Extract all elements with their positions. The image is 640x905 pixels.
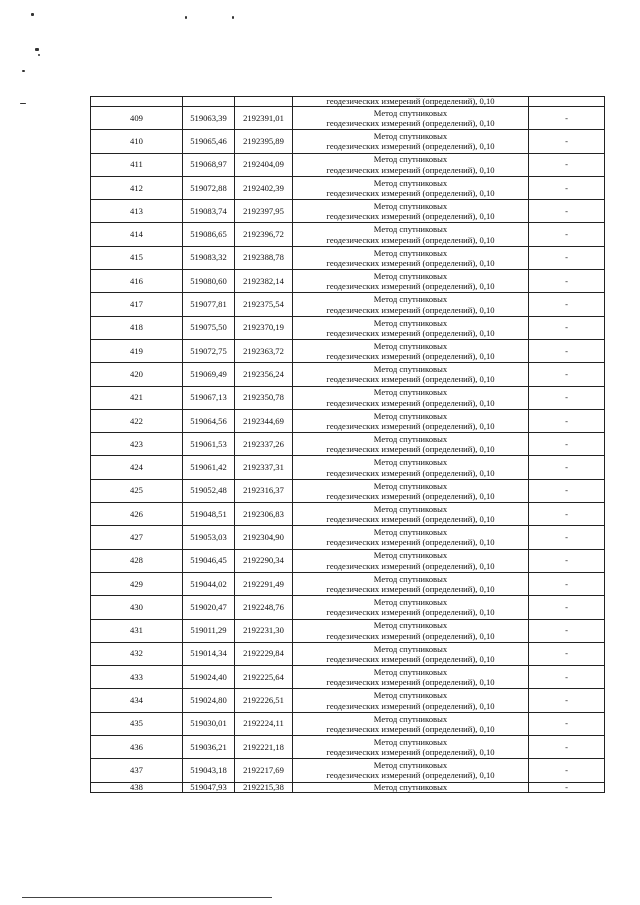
cell-y-coordinate: 2192337,31 [235, 456, 293, 479]
cell-point-number: 413 [91, 200, 183, 223]
cell-empty [91, 97, 183, 107]
table-row [91, 176, 605, 199]
cell-value: - [529, 712, 605, 735]
cell-x-coordinate: 519067,13 [183, 386, 235, 409]
cell-empty [235, 97, 293, 107]
method-line-2: геодезических измерений (определений), 0,10 [326, 677, 495, 688]
method-line-2: геодезических измерений (определений), 0,10 [326, 397, 495, 408]
footnote-separator-line [22, 897, 272, 898]
method-line-2: геодезических измерений (определений), 0,10 [326, 537, 495, 548]
method-line-2: геодезических измерений (определений), 0,10 [326, 234, 495, 245]
cell-x-coordinate: 519048,51 [183, 503, 235, 526]
table-row [91, 642, 605, 665]
method-line-2: геодезических измерений (определений), 0,10 [326, 607, 495, 618]
method-line-2: геодезических измерений (определений), 0,10 [326, 560, 495, 571]
method-line-2: геодезических измерений (определений), 0,10 [326, 747, 495, 758]
cell-point-number: 421 [91, 386, 183, 409]
table-row [91, 503, 605, 526]
method-line-2: геодезических измерений (определений), 0,10 [326, 141, 495, 152]
cell-y-coordinate: 2192404,09 [235, 153, 293, 176]
cell-y-coordinate: 2192225,64 [235, 666, 293, 689]
cell-value: - [529, 223, 605, 246]
method-line-1: Метод спутниковых [373, 573, 448, 584]
method-line-1: Метод спутниковых [373, 643, 448, 654]
method-line-1: Метод спутниковых [373, 760, 448, 771]
cell-point-number: 436 [91, 736, 183, 759]
cell-x-coordinate: 519061,42 [183, 456, 235, 479]
method-line-1: Метод спутниковых [373, 154, 448, 165]
cell-x-coordinate: 519024,80 [183, 689, 235, 712]
cell-point-number: 428 [91, 549, 183, 572]
cell-x-coordinate: 519030,01 [183, 712, 235, 735]
cell-x-coordinate: 519046,45 [183, 549, 235, 572]
method-line-1: Метод спутниковых [373, 224, 448, 235]
cell-x-coordinate: 519065,46 [183, 130, 235, 153]
cell-y-coordinate: 2192229,84 [235, 642, 293, 665]
cell-value: - [529, 782, 605, 792]
table-row [91, 246, 605, 269]
method-line-1: Метод спутниковых [373, 294, 448, 305]
scan-speck [31, 13, 34, 16]
table-row [91, 153, 605, 176]
cell-point-number: 433 [91, 666, 183, 689]
cell-method [293, 153, 529, 176]
table-row [91, 549, 605, 572]
cell-x-coordinate: 519080,60 [183, 270, 235, 293]
cell-method [293, 409, 529, 432]
cell-point-number: 427 [91, 526, 183, 549]
cell-y-coordinate: 2192221,18 [235, 736, 293, 759]
cell-x-coordinate: 519069,49 [183, 363, 235, 386]
table-row [91, 223, 605, 246]
cell-value: - [529, 339, 605, 362]
method-line-1: Метод спутниковых [373, 620, 448, 631]
scan-speck [20, 103, 26, 104]
cell-method [293, 759, 529, 782]
table-row [91, 456, 605, 479]
cell-empty [529, 97, 605, 107]
table-row [91, 596, 605, 619]
cell-method [293, 666, 529, 689]
cell-point-number: 432 [91, 642, 183, 665]
method-line-1: Метод спутниковых [373, 387, 448, 398]
cell-value: - [529, 736, 605, 759]
cell-x-coordinate: 519072,88 [183, 176, 235, 199]
scan-speck [22, 70, 25, 72]
cell-method [293, 130, 529, 153]
table-row [91, 130, 605, 153]
cell-method [293, 270, 529, 293]
cell-y-coordinate: 2192395,89 [235, 130, 293, 153]
cell-value: - [529, 386, 605, 409]
table-row [91, 689, 605, 712]
table-row [91, 339, 605, 362]
cell-value: - [529, 176, 605, 199]
cell-point-number: 416 [91, 270, 183, 293]
cell-point-number: 412 [91, 176, 183, 199]
cell-value: - [529, 293, 605, 316]
method-line-1: Метод спутниковых [373, 503, 448, 514]
cell-method [293, 339, 529, 362]
cell-value: - [529, 456, 605, 479]
method-line-1: Метод спутниковых [373, 527, 448, 538]
cell-method [293, 293, 529, 316]
cell-method: Метод спутниковых [293, 782, 529, 792]
cell-x-coordinate: 519063,39 [183, 107, 235, 130]
scan-speck [35, 48, 39, 51]
method-line-2: геодезических измерений (определений), 0,10 [326, 164, 495, 175]
cell-value: - [529, 572, 605, 595]
cell-value: - [529, 246, 605, 269]
method-line-2: геодезических измерений (определений), 0,10 [326, 211, 495, 222]
table-row [91, 293, 605, 316]
cell-method [293, 200, 529, 223]
method-line-1: Метод спутниковых [373, 317, 448, 328]
method-line-2: геодезических измерений (определений), 0,10 [326, 653, 495, 664]
method-line-1: Метод спутниковых [373, 247, 448, 258]
cell-y-coordinate: 2192391,01 [235, 107, 293, 130]
method-line-1: Метод спутниковых [373, 107, 448, 118]
cell-value: - [529, 479, 605, 502]
table-row-continuation [91, 97, 605, 107]
cell-point-number: 437 [91, 759, 183, 782]
cell-y-coordinate: 2192356,24 [235, 363, 293, 386]
table-body [91, 97, 605, 793]
method-line-2: геодезических измерений (определений), 0,10 [326, 327, 495, 338]
cell-method [293, 689, 529, 712]
cell-point-number: 415 [91, 246, 183, 269]
cell-value: - [529, 270, 605, 293]
cell-y-coordinate: 2192370,19 [235, 316, 293, 339]
cell-point-number: 409 [91, 107, 183, 130]
cell-point-number: 424 [91, 456, 183, 479]
table-row [91, 526, 605, 549]
cell-value: - [529, 107, 605, 130]
cell-y-coordinate: 2192388,78 [235, 246, 293, 269]
cell-x-coordinate: 519052,48 [183, 479, 235, 502]
cell-x-coordinate: 519068,97 [183, 153, 235, 176]
cell-value: - [529, 596, 605, 619]
table-row [91, 409, 605, 432]
table-row [91, 572, 605, 595]
cell-point-number: 410 [91, 130, 183, 153]
cell-value: - [529, 666, 605, 689]
method-line-1: Метод спутниковых [373, 131, 448, 142]
cell-point-number: 438 [91, 782, 183, 792]
method-line-1: Метод спутниковых [373, 201, 448, 212]
cell-y-coordinate: 2192226,51 [235, 689, 293, 712]
cell-point-number: 435 [91, 712, 183, 735]
cell-point-number: 431 [91, 619, 183, 642]
method-line-1: Метод спутниковых [373, 736, 448, 747]
cell-x-coordinate: 519083,32 [183, 246, 235, 269]
cell-value: - [529, 363, 605, 386]
cell-y-coordinate: 2192402,39 [235, 176, 293, 199]
cell-value: - [529, 153, 605, 176]
table-row [91, 736, 605, 759]
cell-method [293, 526, 529, 549]
cell-y-coordinate: 2192231,30 [235, 619, 293, 642]
cell-y-coordinate: 2192290,34 [235, 549, 293, 572]
cell-point-number: 425 [91, 479, 183, 502]
cell-x-coordinate: 519064,56 [183, 409, 235, 432]
cell-method [293, 246, 529, 269]
cell-method [293, 572, 529, 595]
cell-method [293, 712, 529, 735]
method-line-2: геодезических измерений (определений), 0,10 [326, 514, 495, 525]
cell-value: - [529, 759, 605, 782]
cell-y-coordinate: 2192215,38 [235, 782, 293, 792]
cell-method [293, 456, 529, 479]
method-line-2: геодезических измерений (определений), 0,10 [326, 490, 495, 501]
method-line-2: геодезических измерений (определений), 0,10 [326, 723, 495, 734]
method-line-2: геодезических измерений (определений), 0,10 [326, 584, 495, 595]
cell-method [293, 736, 529, 759]
cell-y-coordinate: 2192396,72 [235, 223, 293, 246]
table-row [91, 270, 605, 293]
method-line-1: Метод спутниковых [373, 270, 448, 281]
table-row [91, 666, 605, 689]
cell-point-number: 419 [91, 339, 183, 362]
cell-y-coordinate: 2192304,90 [235, 526, 293, 549]
cell-x-coordinate: 519020,47 [183, 596, 235, 619]
cell-x-coordinate: 519014,34 [183, 642, 235, 665]
method-line-2: геодезических измерений (определений), 0,10 [326, 421, 495, 431]
cell-point-number: 422 [91, 409, 183, 432]
cell-y-coordinate: 2192363,72 [235, 339, 293, 362]
method-line-1: Метод спутниковых [373, 597, 448, 608]
cell-y-coordinate: 2192316,37 [235, 479, 293, 502]
cell-value: - [529, 130, 605, 153]
table-row [91, 759, 605, 782]
cell-x-coordinate: 519047,93 [183, 782, 235, 792]
scan-speck [38, 54, 40, 56]
cell-point-number: 414 [91, 223, 183, 246]
cell-method [293, 363, 529, 386]
table-row [91, 363, 605, 386]
cell-value: - [529, 316, 605, 339]
cell-value: - [529, 200, 605, 223]
method-line-2: геодезических измерений (определений), 0,10 [326, 630, 495, 641]
cell-x-coordinate: 519077,81 [183, 293, 235, 316]
cell-y-coordinate: 2192344,69 [235, 409, 293, 432]
cell-y-coordinate: 2192375,54 [235, 293, 293, 316]
table-row [91, 107, 605, 130]
cell-y-coordinate: 2192217,69 [235, 759, 293, 782]
method-line-2: геодезических измерений (определений), 0,10 [326, 351, 495, 362]
cell-y-coordinate: 2192224,11 [235, 712, 293, 735]
table-row-last [91, 782, 605, 792]
coordinates-table [90, 96, 605, 793]
cell-point-number: 430 [91, 596, 183, 619]
cell-y-coordinate: 2192306,83 [235, 503, 293, 526]
cell-value: - [529, 526, 605, 549]
cell-point-number: 411 [91, 153, 183, 176]
cell-point-number: 417 [91, 293, 183, 316]
method-line-2: геодезических измерений (определений), 0,10 [326, 700, 495, 711]
table-row [91, 712, 605, 735]
table-row [91, 200, 605, 223]
method-line-2: геодезических измерений (определений), 0,10 [326, 118, 495, 129]
method-line-1: Метод спутниковых [373, 434, 448, 444]
cell-method [293, 596, 529, 619]
cell-value: - [529, 503, 605, 526]
cell-point-number: 429 [91, 572, 183, 595]
cell-x-coordinate: 519044,02 [183, 572, 235, 595]
method-line-1: Метод спутниковых [373, 666, 448, 677]
cell-x-coordinate: 519036,21 [183, 736, 235, 759]
method-line-1: Метод спутниковых [373, 480, 448, 491]
cell-point-number: 420 [91, 363, 183, 386]
table-row [91, 619, 605, 642]
cell-y-coordinate: 2192397,95 [235, 200, 293, 223]
method-line-1: Метод спутниковых [373, 550, 448, 561]
cell-method [293, 503, 529, 526]
cell-x-coordinate: 519083,74 [183, 200, 235, 223]
cell-method [293, 619, 529, 642]
cell-method [293, 479, 529, 502]
method-line-2: геодезических измерений (определений), 0,10 [326, 304, 495, 315]
cell-method [293, 316, 529, 339]
cell-x-coordinate: 519086,65 [183, 223, 235, 246]
method-line-2: геодезических измерений (определений), 0,10 [326, 188, 495, 199]
method-line-2: геодезических измерений (определений), 0,10 [326, 770, 495, 781]
table-row [91, 316, 605, 339]
cell-method [293, 642, 529, 665]
scan-speck [232, 16, 234, 19]
method-line-2: геодезических измерений (определений), 0,10 [326, 444, 495, 455]
method-line-1: Метод спутниковых [373, 177, 448, 188]
cell-point-number: 423 [91, 433, 183, 456]
table-row [91, 433, 605, 456]
cell-y-coordinate: 2192382,14 [235, 270, 293, 293]
cell-method [293, 386, 529, 409]
cell-method [293, 549, 529, 572]
cell-y-coordinate: 2192248,76 [235, 596, 293, 619]
cell-empty [183, 97, 235, 107]
cell-value: - [529, 619, 605, 642]
cell-x-coordinate: 519075,50 [183, 316, 235, 339]
method-line-2: геодезических измерений (определений), 0,10 [326, 257, 495, 268]
cell-y-coordinate: 2192291,49 [235, 572, 293, 595]
cell-method [293, 223, 529, 246]
cell-value: - [529, 642, 605, 665]
cell-value: - [529, 549, 605, 572]
cell-value: - [529, 409, 605, 432]
method-line-1: Метод спутниковых [373, 364, 448, 375]
method-line-2: геодезических измерений (определений), 0,10 [326, 281, 495, 292]
cell-method [293, 107, 529, 130]
cell-point-number: 418 [91, 316, 183, 339]
method-line-2: геодезических измерений (определений), 0,10 [326, 467, 495, 478]
cell-x-coordinate: 519043,18 [183, 759, 235, 782]
cell-method [293, 433, 529, 456]
method-line-1: Метод спутниковых [373, 690, 448, 701]
cell-point-number: 426 [91, 503, 183, 526]
cell-x-coordinate: 519053,03 [183, 526, 235, 549]
method-line-1: Метод спутниковых [373, 457, 448, 468]
cell-method-continuation: геодезических измерений (определений), 0,10 [293, 97, 529, 107]
cell-method [293, 176, 529, 199]
cell-y-coordinate: 2192350,78 [235, 386, 293, 409]
cell-value: - [529, 689, 605, 712]
cell-y-coordinate: 2192337,26 [235, 433, 293, 456]
table-row [91, 479, 605, 502]
cell-x-coordinate: 519011,29 [183, 619, 235, 642]
cell-value: - [529, 433, 605, 456]
cell-x-coordinate: 519024,40 [183, 666, 235, 689]
table-row [91, 386, 605, 409]
cell-point-number: 434 [91, 689, 183, 712]
method-line-1: Метод спутниковых [373, 713, 448, 724]
cell-x-coordinate: 519072,75 [183, 339, 235, 362]
cell-x-coordinate: 519061,53 [183, 433, 235, 456]
scan-speck [185, 16, 187, 19]
method-line-1: Метод спутниковых [373, 410, 448, 421]
method-line-1: Метод спутниковых [373, 340, 448, 351]
method-line-2: геодезических измерений (определений), 0,10 [326, 374, 495, 385]
